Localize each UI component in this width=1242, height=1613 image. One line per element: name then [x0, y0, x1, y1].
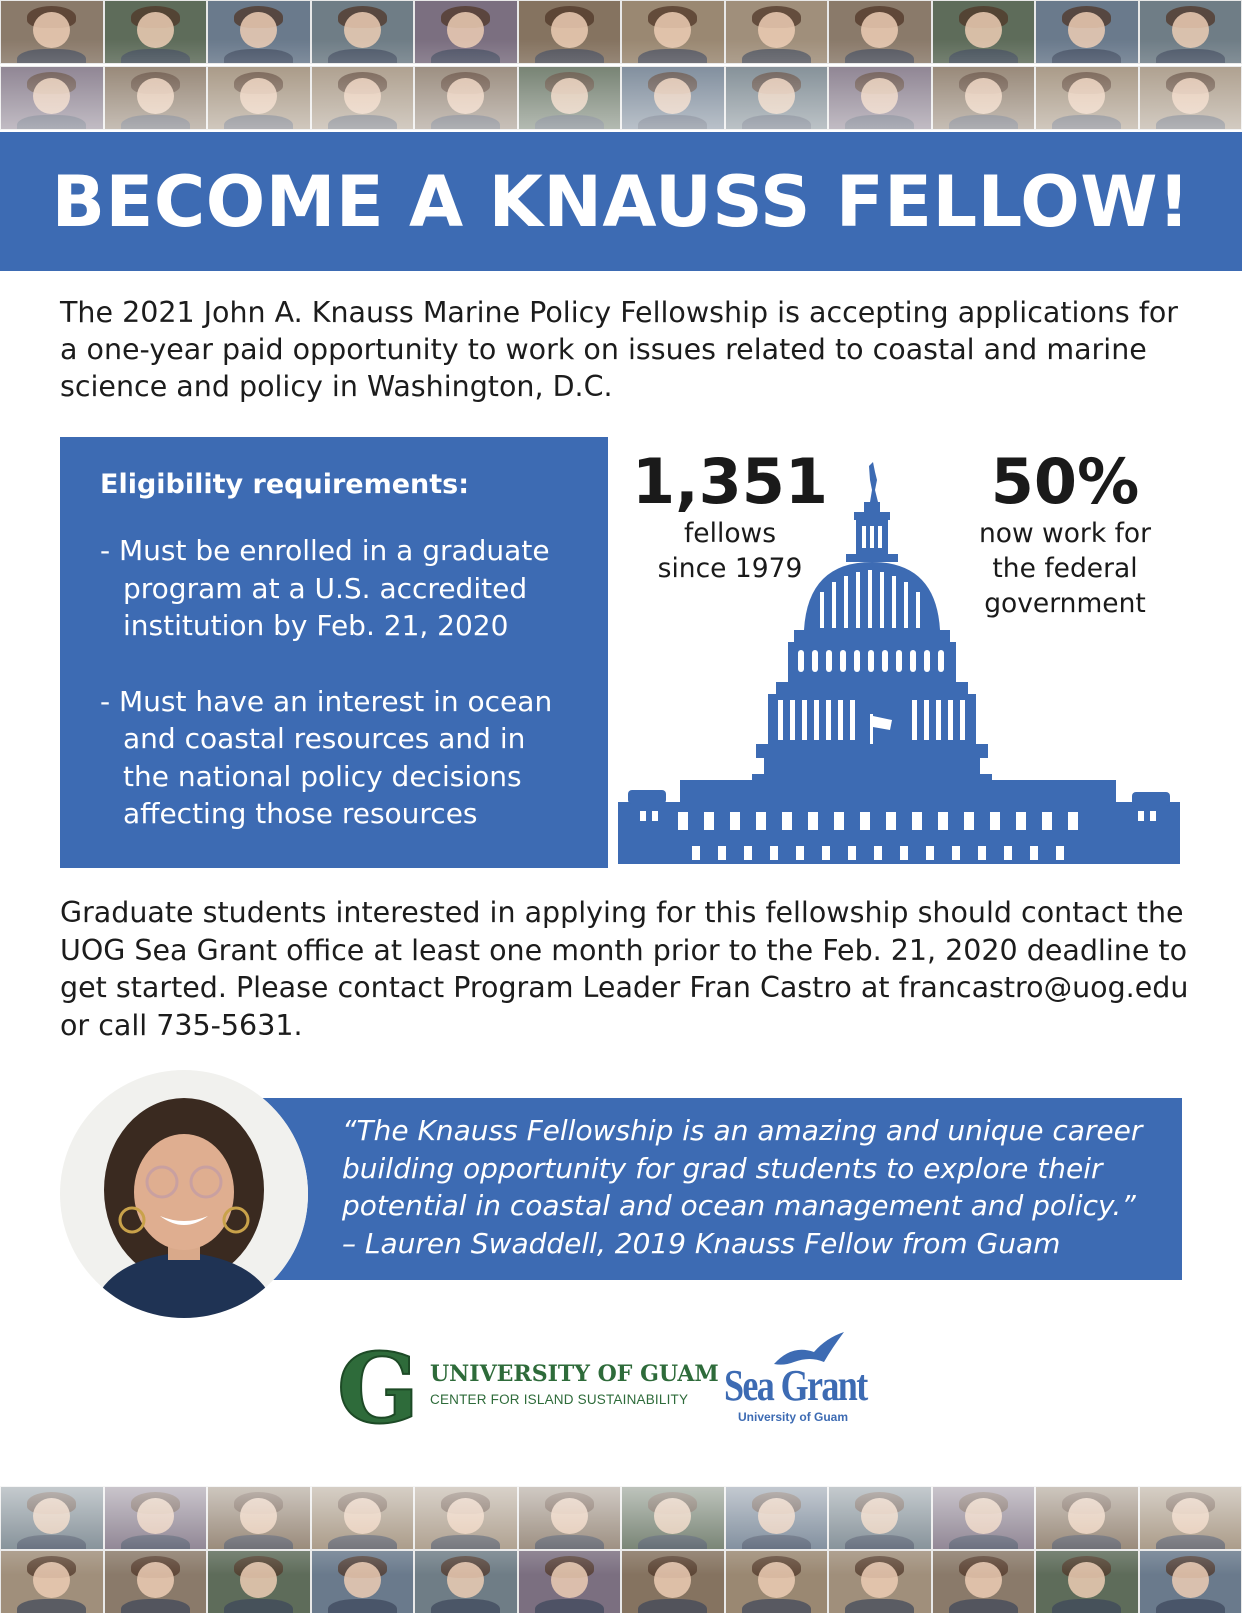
fellow-photo-collage-bottom	[0, 1486, 1242, 1613]
fellow-headshot-photo	[0, 66, 104, 130]
fellow-headshot-photo	[725, 0, 829, 64]
eligibility-item: - Must have an interest in ocean and coastal resources and in the national policy decisions affecting those resources	[100, 684, 553, 830]
fellow-headshot-photo	[932, 0, 1036, 64]
eligibility-box	[60, 437, 608, 868]
fellow-headshot-photo	[1035, 66, 1139, 130]
fellow-headshot-photo	[828, 0, 932, 64]
stat-percent-line: now work for	[978, 518, 1152, 549]
testimonial-line: building opportunity for grad students to explore their	[342, 1151, 1103, 1185]
stat-fellows	[630, 445, 830, 586]
uog-g-emblem-icon	[338, 1340, 418, 1435]
fellow-headshot-photo	[104, 66, 208, 130]
fellow-headshot-photo	[311, 66, 415, 130]
fellow-headshot-photo	[621, 1486, 725, 1550]
eligibility-heading: Eligibility requirements:	[100, 469, 470, 500]
stat-federal-percent	[955, 445, 1175, 621]
fellow-headshot-photo	[0, 1486, 104, 1550]
testimonial-attribution: – Lauren Swaddell, 2019 Knauss Fellow from Guam	[342, 1226, 1061, 1260]
fellow-headshot-photo	[621, 0, 725, 64]
stat-fellows-line: since 1979	[657, 553, 803, 584]
fellow-headshot-photo	[828, 1550, 932, 1613]
intro-paragraph: The 2021 John A. Knauss Marine Policy Fellowship is accepting applications for a one-year paid opportunity to work on issues related to coastal and marine science and policy in Washington, D.C.	[60, 296, 1179, 403]
fellow-headshot-photo	[311, 1486, 415, 1550]
fellow-headshot-photo	[207, 66, 311, 130]
fellow-headshot-photo	[1139, 0, 1242, 64]
sea-grant-subtitle: University of Guam	[738, 1410, 849, 1424]
fellow-headshot-photo	[932, 1486, 1036, 1550]
fellow-photo-collage-top	[0, 0, 1242, 132]
testimonial-avatar	[60, 1070, 308, 1318]
fellow-headshot-photo	[414, 66, 518, 130]
page-title: BECOME A KNAUSS FELLOW!	[51, 160, 1191, 243]
fellow-headshot-photo	[828, 1486, 932, 1550]
stat-fellows-value: 1,351	[631, 445, 829, 518]
uog-name: UNIVERSITY OF GUAM	[430, 1361, 719, 1387]
fellow-headshot-photo	[1035, 1486, 1139, 1550]
fellow-headshot-photo	[414, 1486, 518, 1550]
fellow-headshot-photo	[207, 0, 311, 64]
fellow-headshot-photo	[311, 0, 415, 64]
fellow-headshot-photo	[1139, 1486, 1242, 1550]
university-of-guam-logo	[338, 1340, 719, 1435]
fellow-headshot-photo	[207, 1550, 311, 1613]
title-banner	[0, 132, 1242, 271]
fellow-headshot-photo	[311, 1550, 415, 1613]
fellow-headshot-photo	[518, 1486, 622, 1550]
fellow-headshot-photo	[104, 0, 208, 64]
fellow-headshot-photo	[207, 1486, 311, 1550]
fellow-headshot-photo	[932, 66, 1036, 130]
fellow-headshot-photo	[1139, 66, 1242, 130]
uog-letter: G	[338, 1340, 418, 1435]
sea-grant-name: Sea Grant	[724, 1361, 867, 1410]
stat-percent-value: 50%	[990, 445, 1140, 518]
fellow-headshot-photo	[1035, 0, 1139, 64]
fellow-headshot-photo	[414, 0, 518, 64]
fellow-headshot-photo	[621, 1550, 725, 1613]
fellow-headshot-photo	[104, 1550, 208, 1613]
eligibility-item: - Must be enrolled in a graduate program at a U.S. accredited institution by Feb. 21, 2020	[100, 534, 550, 642]
fellow-headshot-photo	[104, 1486, 208, 1550]
fellow-headshot-photo	[621, 66, 725, 130]
sea-grant-logo	[722, 1330, 870, 1430]
fellow-headshot-photo	[414, 1550, 518, 1613]
testimonial-box	[262, 1098, 1182, 1280]
fellow-headshot-photo	[1139, 1550, 1242, 1613]
stat-percent-line: government	[984, 588, 1146, 619]
fellow-headshot-photo	[1035, 1550, 1139, 1613]
fellow-headshot-photo	[828, 66, 932, 130]
fellow-headshot-photo	[0, 1550, 104, 1613]
fellow-headshot-photo	[518, 1550, 622, 1613]
fellow-headshot-photo	[932, 1550, 1036, 1613]
fellow-headshot-photo	[518, 66, 622, 130]
fellow-headshot-photo	[0, 0, 104, 64]
stat-fellows-line: fellows	[683, 518, 777, 549]
uog-subtitle: CENTER FOR ISLAND SUSTAINABILITY	[430, 1392, 689, 1407]
fellow-headshot-photo	[725, 66, 829, 130]
fellow-headshot-photo	[725, 1486, 829, 1550]
fellow-headshot-photo	[518, 0, 622, 64]
testimonial-line: “The Knauss Fellowship is an amazing and unique career	[342, 1114, 1143, 1147]
stat-percent-line: the federal	[992, 553, 1138, 584]
fellow-headshot-photo	[725, 1550, 829, 1613]
contact-paragraph: Graduate students interested in applying for this fellowship should contact the UOG Sea Grant office at least one month prior to the Feb. 21, 2020 deadline to get started. Please contact Program Leader Fran Castro at francastro@uog.edu or call 735-5631.	[60, 896, 1189, 1042]
testimonial-line: potential in coastal and ocean management and policy.”	[342, 1189, 1136, 1222]
